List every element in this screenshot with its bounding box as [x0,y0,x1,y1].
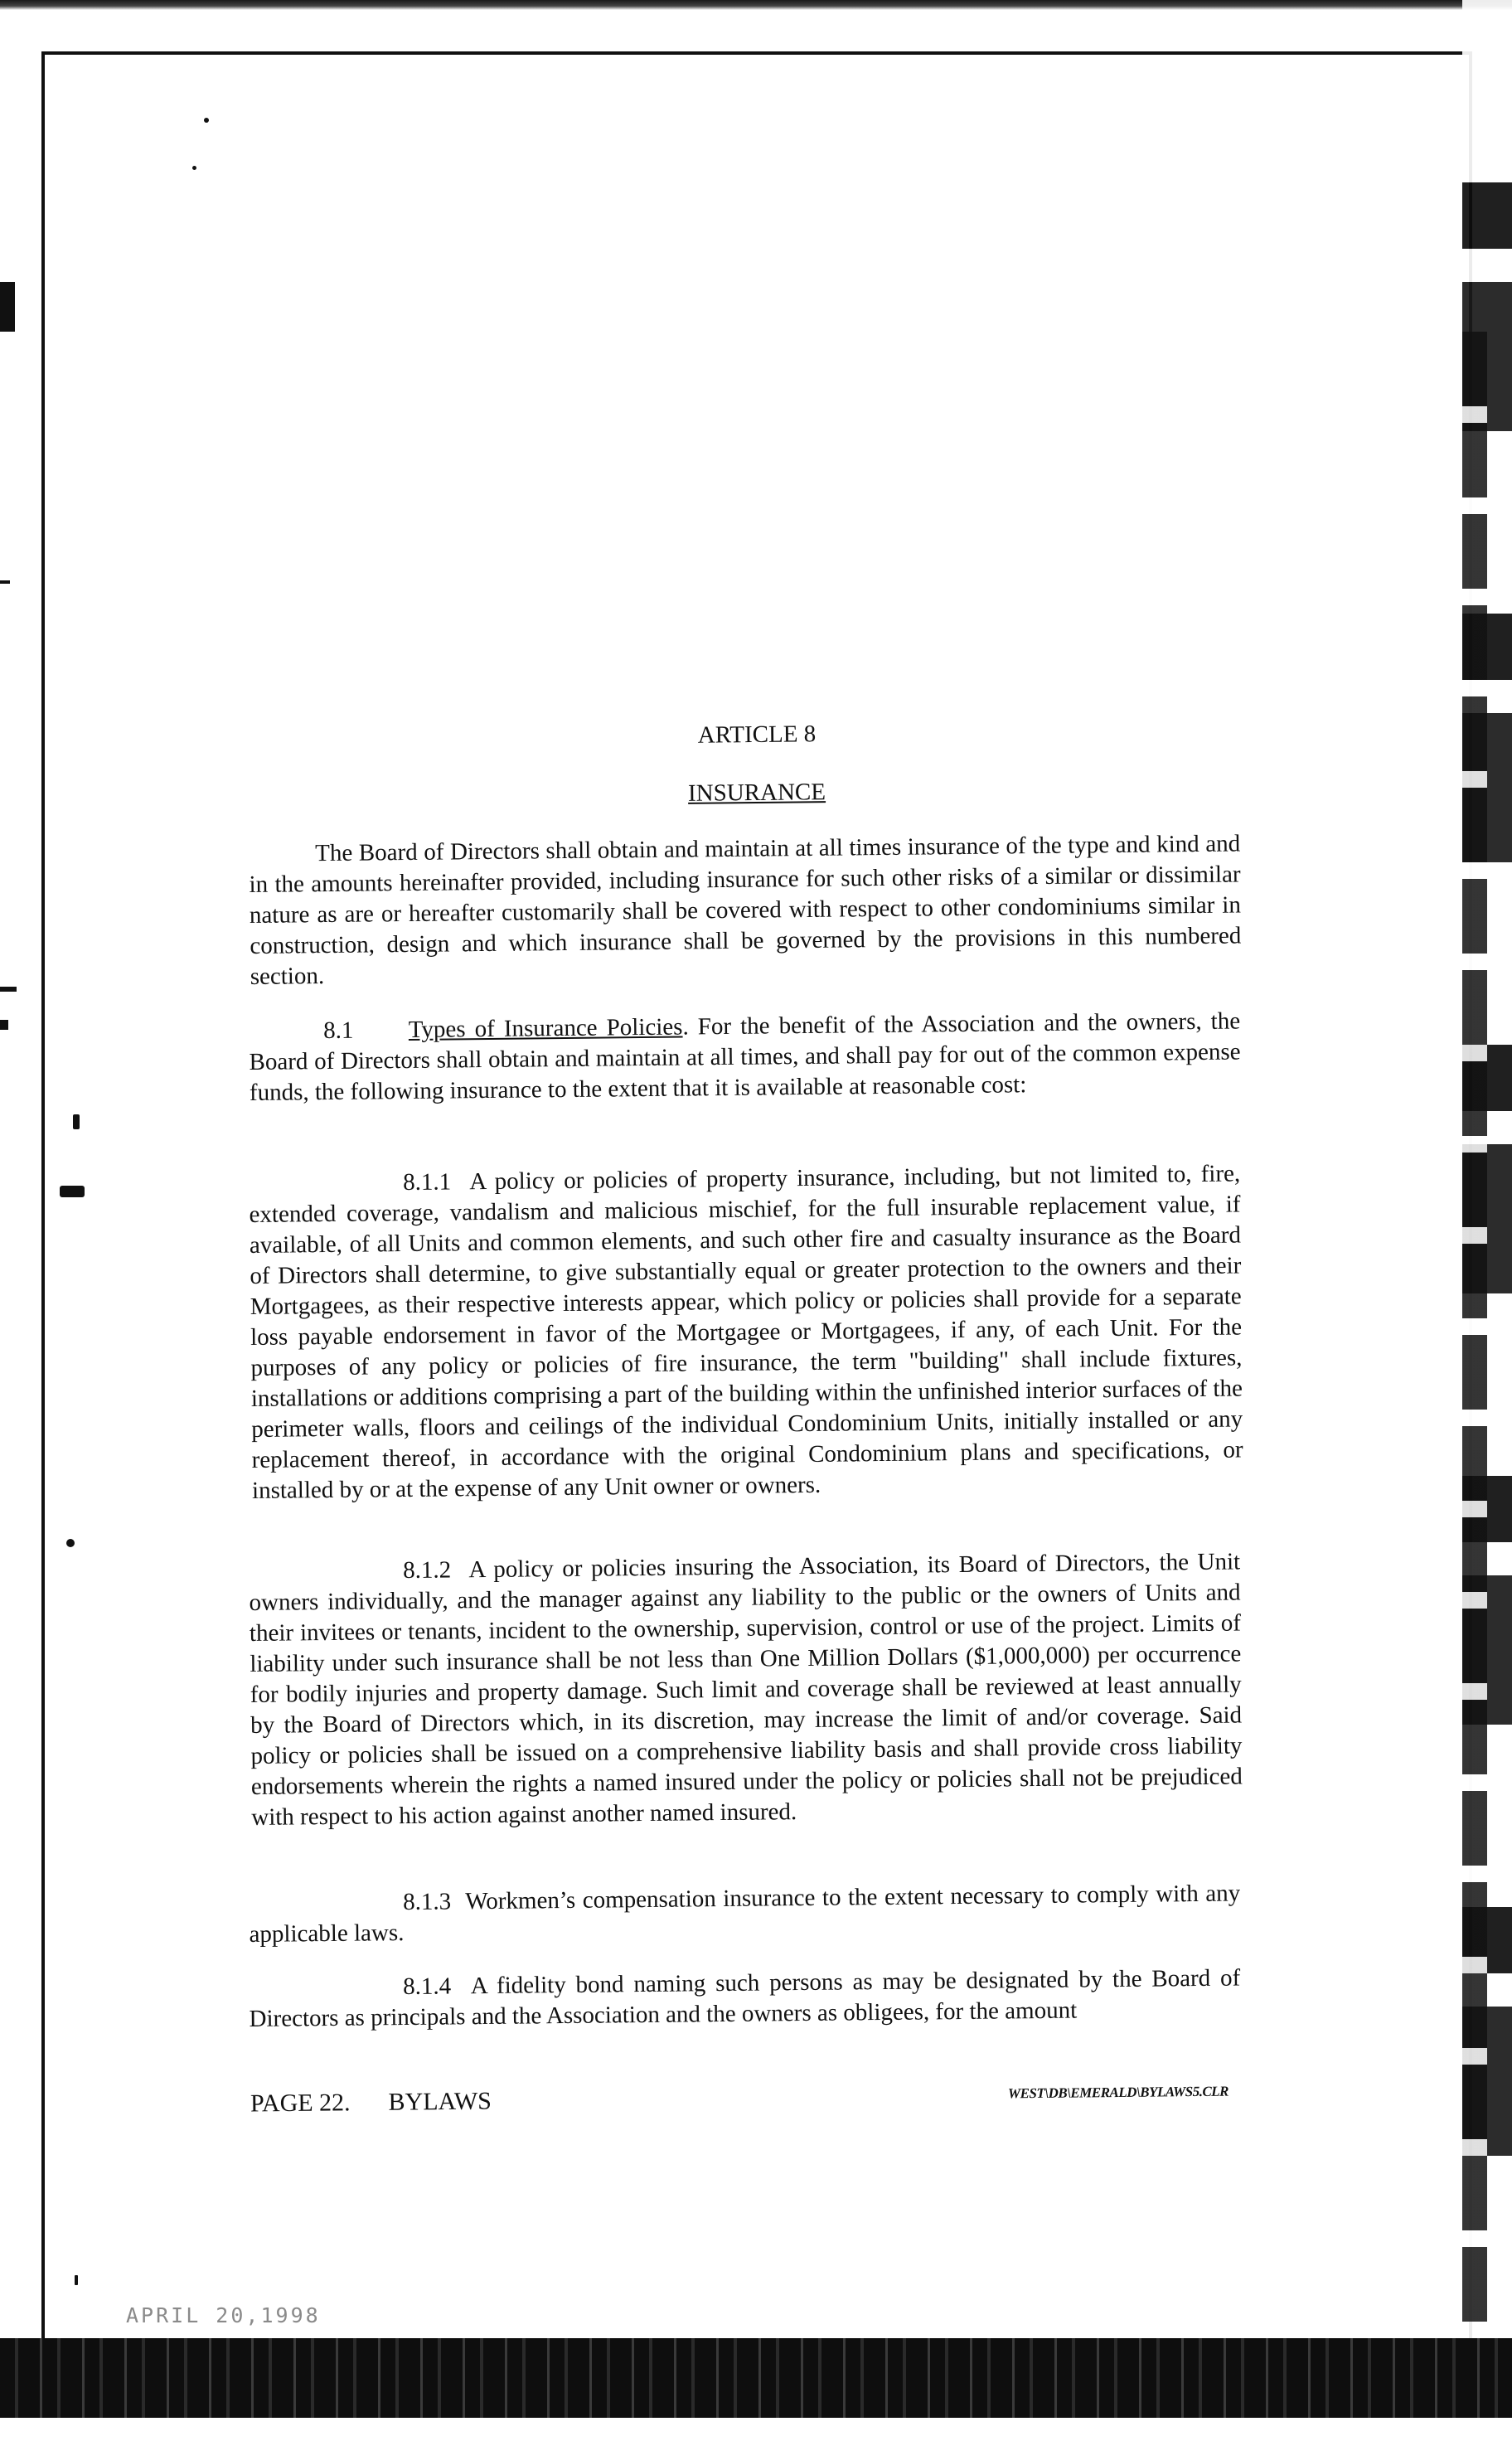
scan-left-mark [0,580,10,584]
section-number: 8.1.2 [403,1556,452,1584]
section-8-1-3-paragraph [249,1878,1241,1950]
scan-right-edge-inner [1462,332,1487,2322]
section-number: 8.1.3 [403,1888,452,1916]
scan-speck [192,166,196,170]
document-name: BYLAWS [388,2087,492,2116]
section-number: 8.1 [323,1017,354,1045]
scan-speck [66,1539,75,1547]
section-8-1-paragraph [249,1006,1241,1109]
date-stamp: APRIL 20,1998 [126,2303,321,2327]
section-8-1-2 [249,1546,1243,1833]
section-8-1-2-paragraph [249,1546,1243,1833]
scan-left-mark [0,1020,8,1030]
section-text: A policy or policies of property insurance, including, but not limited to, fire, extended coverage, vandalism and malicious mischief, for the full insurable replacement value, if available, of all Units and common elements, and such other fire and casualty insurance as the Board of Directors shall determine, to give substantially equal or greater protection to the owners and their Mortgagees, as their respective interests appear, which policy or policies shall provide for a separate loss payable endorsement in favor of the Mortgagee or Mortgagees, if any, of each Unit. For the purposes of any policy or policies of fire insurance, the term "building" shall include fixtures, installations or additions comprising a part of the building within the unfinished interior surfaces of the perimeter walls, floors and ceilings of the individual Condominium Units, initially installed or any replacement thereof, in accordance with the original Condominium plans and specifications, or installed by or at the expense of any Unit owner or owners. [249,1160,1243,1504]
scan-left-mark [0,282,15,332]
scan-left-mark [0,987,17,992]
article-number: ARTICLE 8 [697,721,817,749]
section-number: 8.1.4 [403,1973,452,2001]
section-heading: Types of Insurance Policies [408,1013,683,1043]
article-title: INSURANCE [687,779,826,807]
section-8-1-4-paragraph [249,1963,1241,2035]
section-text: A policy or policies insuring the Association, its Board of Directors, the Unit owners individually, and the manager against any liability to the public or the owners of Units and their invitees or tenants, incident to the ownership, supervision, control or use of the project. Limits of liability under such insurance shall be not less than One Million Dollars ($1,000,000) per occurrence for bodily injuries and property damage. Such limit and coverage shall be reviewed at least annually by the Board of Directors which, in its discretion, may increase the limit of and/or coverage. Said policy or policies shall be issued on a comprehensive liability basis and shall provide cross liability endorsements wherein the rights a named insured under the policy or policies shall not be prejudiced with respect to his action against another named insured. [249,1548,1243,1831]
section-8-1-4 [249,1963,1241,2035]
scan-speck [60,1186,85,1197]
section-8-1-1-paragraph [249,1158,1243,1507]
intro-text: The Board of Directors shall obtain and maintain at all times insurance of the type and kind and in the amounts hereinafter provided, including insurance for such other risks of a similar or dissimilar nature as are or hereafter customarily shall be covered with respect to other condominiums similar in construction, design and which insurance shall be governed by the provisions in this numbered section. [249,830,1242,990]
section-8-1-1 [249,1158,1243,1507]
scan-speck [75,2275,78,2285]
section-text: . For the benefit of the Association and the owners, the Board of Directors shall obtain and maintain at all times, and shall pay for out of the common expense funds, the following insurance to the extent that it is available at reasonable cost: [249,1007,1241,1106]
file-path: WEST\DB\EMERALD\BYLAWS5.CLR [1007,2083,1229,2102]
section-8-1-3 [249,1878,1241,1950]
scan-top-border [0,0,1512,10]
section-text: A fidelity bond naming such persons as may be designated by the Board of Directors as principals and the Association and the owners as obligees, for the amount [249,1964,1241,2032]
page-footer [250,2086,492,2118]
scan-bottom-strip [0,2418,1512,2441]
scan-speck [204,118,209,123]
page-number: PAGE 22. [250,2089,351,2118]
scan-speck [73,1114,80,1129]
intro-paragraph [249,828,1242,992]
section-8-1 [249,1006,1241,1109]
section-text: Workmen’s compensation insurance to the extent necessary to comply with any applicable laws. [249,1880,1241,1948]
section-number: 8.1.1 [403,1168,452,1196]
